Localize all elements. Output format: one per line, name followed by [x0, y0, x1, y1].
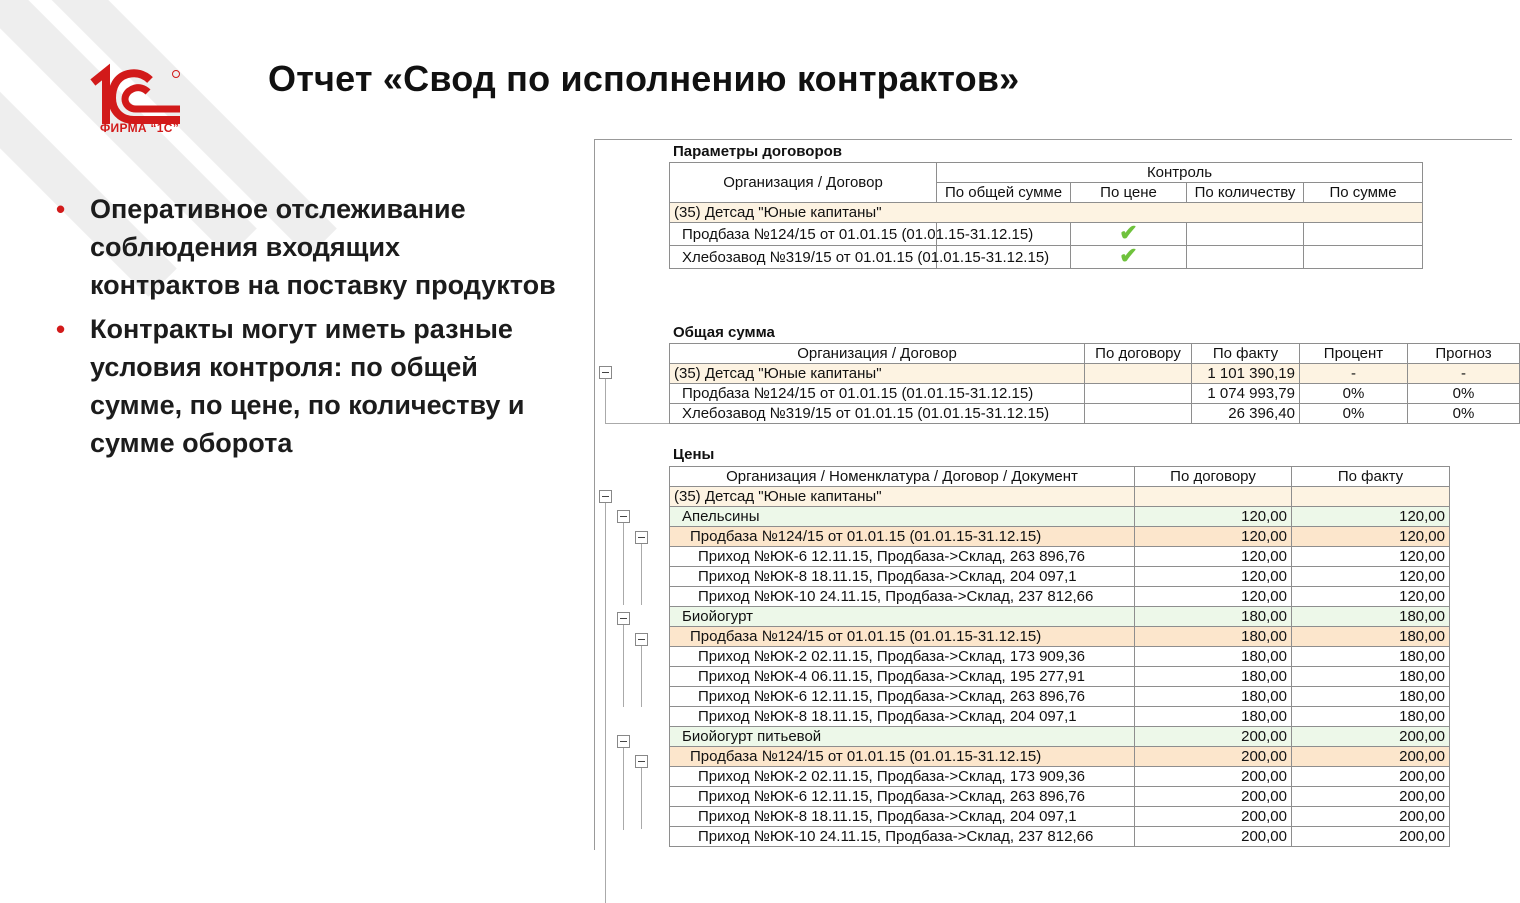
- row-name-cell: Биойогурт: [670, 607, 1135, 627]
- value-cell: 200,00: [1135, 827, 1292, 847]
- bullet-item: [56, 310, 556, 462]
- header-cell: Контроль: [937, 163, 1423, 183]
- value-cell: 200,00: [1292, 787, 1450, 807]
- section-title-prices: Цены: [673, 446, 715, 463]
- row-name-cell: Приход №ЮК-2 02.11.15, Продбаза->Склад, 173 909,36: [670, 767, 1135, 787]
- contract-cell: Хлебозавод №319/15 от 01.01.15 (01.01.15-31.12.15): [670, 246, 937, 269]
- value-cell: 200,00: [1135, 807, 1292, 827]
- table-row: [670, 667, 1450, 687]
- value-cell: [1135, 487, 1292, 507]
- value-cell: 200,00: [1292, 827, 1450, 847]
- value-cell: 200,00: [1135, 727, 1292, 747]
- table-cell: [1187, 223, 1304, 246]
- value-cell: 200,00: [1292, 767, 1450, 787]
- value-cell: 0%: [1408, 404, 1520, 424]
- collapse-toggle-icon[interactable]: [617, 735, 630, 748]
- value-cell: [1292, 487, 1450, 507]
- row-name-cell: Продбаза №124/15 от 01.01.15 (01.01.15-31.12.15): [670, 627, 1135, 647]
- bullet-text: Оперативное отслеживание соблюдения входящих контрактов на поставку продуктов: [90, 194, 556, 300]
- section-title-total: Общая сумма: [673, 324, 775, 341]
- prices-table: [669, 466, 1450, 847]
- row-name-cell: Приход №ЮК-6 12.11.15, Продбаза->Склад, 263 896,76: [670, 547, 1135, 567]
- value-cell: 120,00: [1135, 527, 1292, 547]
- row-name-cell: (35) Детсад "Юные капитаны": [670, 487, 1135, 507]
- row-name-cell: Приход №ЮК-6 12.11.15, Продбаза->Склад, 263 896,76: [670, 787, 1135, 807]
- bullet-item: [56, 190, 556, 304]
- row-name-cell: Приход №ЮК-8 18.11.15, Продбаза->Склад, 204 097,1: [670, 567, 1135, 587]
- table-row: [670, 827, 1450, 847]
- collapse-toggle-icon[interactable]: [617, 510, 630, 523]
- collapse-toggle-icon[interactable]: [635, 531, 648, 544]
- header-cell: Организация / Договор: [670, 163, 937, 203]
- table-cell: [1304, 246, 1423, 269]
- value-cell: 180,00: [1292, 707, 1450, 727]
- logo-caption: ФИРМА “1С”: [100, 121, 180, 135]
- value-cell: [1085, 364, 1192, 384]
- value-cell: 120,00: [1292, 527, 1450, 547]
- value-cell: 120,00: [1135, 547, 1292, 567]
- value-cell: 180,00: [1135, 607, 1292, 627]
- checkmark-icon: ✔: [1119, 243, 1138, 268]
- org-row-cell: (35) Детсад "Юные капитаны": [670, 203, 1423, 223]
- row-name-cell: Апельсины: [670, 507, 1135, 527]
- header-cell: По общей сумме: [937, 183, 1071, 203]
- value-cell: 180,00: [1135, 667, 1292, 687]
- collapse-toggle-icon[interactable]: [635, 633, 648, 646]
- tree-line: [623, 523, 624, 605]
- table-cell: [1071, 243, 1187, 269]
- header-cell: По сумме: [1304, 183, 1423, 203]
- collapse-toggle-icon[interactable]: [599, 490, 612, 503]
- value-cell: 200,00: [1135, 747, 1292, 767]
- value-cell: 1 101 390,19: [1192, 364, 1300, 384]
- value-cell: 0%: [1300, 384, 1408, 404]
- checkmark-icon: ✔: [1119, 220, 1138, 245]
- value-cell: 120,00: [1135, 567, 1292, 587]
- value-cell: 0%: [1408, 384, 1520, 404]
- table-row: [670, 607, 1450, 627]
- header-cell: Прогноз: [1408, 344, 1520, 364]
- header-cell: Организация / Номенклатура / Договор / Документ: [670, 467, 1135, 487]
- header-cell: По факту: [1292, 467, 1450, 487]
- table-row: [670, 767, 1450, 787]
- collapse-toggle-icon[interactable]: [635, 755, 648, 768]
- row-name-cell: Биойогурт питьевой: [670, 727, 1135, 747]
- table-row: [670, 807, 1450, 827]
- value-cell: -: [1300, 364, 1408, 384]
- header-cell: Организация / Договор: [670, 344, 1085, 364]
- header-cell: По договору: [1135, 467, 1292, 487]
- value-cell: 120,00: [1292, 567, 1450, 587]
- value-cell: [1085, 384, 1192, 404]
- table-row: [670, 527, 1450, 547]
- value-cell: 180,00: [1292, 667, 1450, 687]
- bullet-marker: •: [56, 194, 66, 224]
- collapse-toggle-icon[interactable]: [617, 612, 630, 625]
- table-row: [670, 687, 1450, 707]
- row-name-cell: Продбаза №124/15 от 01.01.15 (01.01.15-31.12.15): [670, 747, 1135, 767]
- row-name-cell: Продбаза №124/15 от 01.01.15 (01.01.15-31.12.15): [670, 527, 1135, 547]
- value-cell: 26 396,40: [1192, 404, 1300, 424]
- row-name-cell: Приход №ЮК-10 24.11.15, Продбаза->Склад, 237 812,66: [670, 827, 1135, 847]
- value-cell: 180,00: [1135, 707, 1292, 727]
- row-name-cell: Приход №ЮК-8 18.11.15, Продбаза->Склад, 204 097,1: [670, 707, 1135, 727]
- value-cell: 200,00: [1292, 807, 1450, 827]
- row-name-cell: (35) Детсад "Юные капитаны": [670, 364, 1085, 384]
- contract-cell: Продбаза №124/15 от 01.01.15 (01.01.15-31.12.15): [670, 223, 937, 246]
- bullet-text: Контракты могут иметь разные условия контроля: по общей сумме, по цене, по количеству и сумме оборота: [90, 314, 525, 458]
- value-cell: -: [1408, 364, 1520, 384]
- section-title-params: Параметры договоров: [673, 143, 842, 160]
- header-cell: Процент: [1300, 344, 1408, 364]
- value-cell: 180,00: [1292, 627, 1450, 647]
- value-cell: 120,00: [1292, 507, 1450, 527]
- value-cell: 180,00: [1292, 647, 1450, 667]
- value-cell: 180,00: [1292, 607, 1450, 627]
- value-cell: 120,00: [1135, 507, 1292, 527]
- table-row: [670, 647, 1450, 667]
- value-cell: 120,00: [1135, 587, 1292, 607]
- table-row: [670, 787, 1450, 807]
- table-row: [670, 567, 1450, 587]
- value-cell: 180,00: [1292, 687, 1450, 707]
- value-cell: 180,00: [1135, 647, 1292, 667]
- tree-line: [605, 503, 606, 903]
- value-cell: 180,00: [1135, 627, 1292, 647]
- params-table: [669, 162, 1423, 269]
- header-cell: По договору: [1085, 344, 1192, 364]
- value-cell: 200,00: [1135, 787, 1292, 807]
- table-row: [670, 487, 1450, 507]
- table-cell: [1304, 223, 1423, 246]
- bullet-list: [56, 190, 556, 468]
- value-cell: 120,00: [1292, 547, 1450, 567]
- table-cell: [1187, 246, 1304, 269]
- tree-line: [641, 768, 642, 829]
- value-cell: 200,00: [1292, 727, 1450, 747]
- value-cell: 1 074 993,79: [1192, 384, 1300, 404]
- tree-line: [623, 748, 624, 830]
- value-cell: [1085, 404, 1192, 424]
- row-name-cell: Приход №ЮК-4 06.11.15, Продбаза->Склад, 195 277,91: [670, 667, 1135, 687]
- tree-line: [605, 423, 669, 424]
- table-row: [670, 587, 1450, 607]
- table-row: [670, 507, 1450, 527]
- row-name-cell: Приход №ЮК-6 12.11.15, Продбаза->Склад, 263 896,76: [670, 687, 1135, 707]
- table-row: [670, 707, 1450, 727]
- slide-title: Отчет «Свод по исполнению контрактов»: [268, 58, 1020, 99]
- header-cell: По количеству: [1187, 183, 1304, 203]
- table-row: [670, 547, 1450, 567]
- value-cell: 180,00: [1135, 687, 1292, 707]
- tree-line: [605, 379, 606, 423]
- table-row: [670, 627, 1450, 647]
- row-name-cell: Хлебозавод №319/15 от 01.01.15 (01.01.15-31.12.15): [670, 404, 1085, 424]
- value-cell: 120,00: [1292, 587, 1450, 607]
- row-name-cell: Приход №ЮК-2 02.11.15, Продбаза->Склад, 173 909,36: [670, 647, 1135, 667]
- tree-line: [623, 625, 624, 707]
- collapse-toggle-icon[interactable]: [599, 366, 612, 379]
- total-table: [669, 343, 1520, 424]
- row-name-cell: Приход №ЮК-10 24.11.15, Продбаза->Склад, 237 812,66: [670, 587, 1135, 607]
- header-cell: По факту: [1192, 344, 1300, 364]
- value-cell: 200,00: [1292, 747, 1450, 767]
- report-panel: [594, 139, 1512, 850]
- row-name-cell: Продбаза №124/15 от 01.01.15 (01.01.15-31.12.15): [670, 384, 1085, 404]
- tree-line: [641, 646, 642, 707]
- value-cell: 200,00: [1135, 767, 1292, 787]
- tree-line: [641, 544, 642, 605]
- table-row: [670, 747, 1450, 767]
- header-cell: По цене: [1071, 183, 1187, 203]
- table-row: [670, 727, 1450, 747]
- bullet-marker: •: [56, 314, 66, 344]
- row-name-cell: Приход №ЮК-8 18.11.15, Продбаза->Склад, 204 097,1: [670, 807, 1135, 827]
- value-cell: 0%: [1300, 404, 1408, 424]
